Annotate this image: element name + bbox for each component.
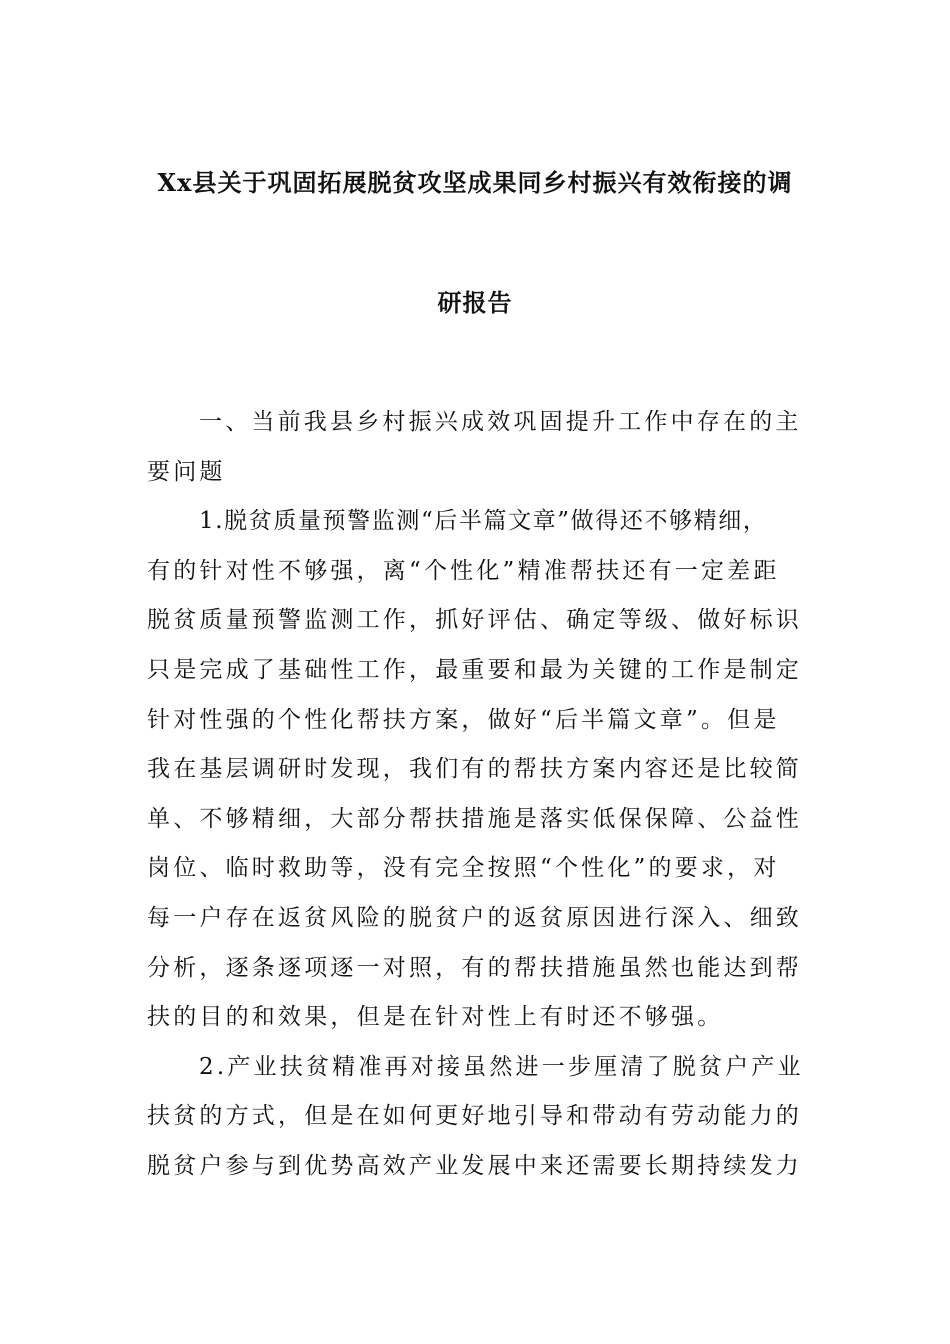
paragraph-line: 2.产业扶贫精准再对接虽然进一步厘清了脱贫户产业	[199, 1053, 804, 1080]
document-title-line-1: Xx县关于巩固拓展脱贫攻坚成果同乡村振兴有效衔接的调	[157, 168, 793, 197]
paragraph-line: 分析，逐条逐项逐一对照，有的帮扶措施虽然也能达到帮	[147, 954, 802, 981]
paragraph-line: 只是完成了基础性工作，最重要和最为关键的工作是制定	[147, 656, 802, 683]
section-heading-line: 一、当前我县乡村振兴成效巩固提升工作中存在的主	[199, 409, 802, 435]
paragraph-line: 岗位、临时救助等，没有完全按照“个性化”的要求，对	[147, 855, 780, 882]
paragraph-line: 有的针对性不够强，离“个性化”精准帮扶还有一定差距	[147, 557, 780, 584]
paragraph-line: 扶的目的和效果，但是在针对性上有时还不够强。	[147, 1004, 724, 1031]
section-heading-line: 要问题	[147, 458, 226, 485]
document-body	[147, 398, 815, 1192]
document-title-line-2: 研报告	[437, 288, 513, 317]
paragraph-line: 每一户存在返贫风险的脱贫户的返贫原因进行深入、细致	[147, 904, 802, 931]
paragraph-line: 扶贫的方式，但是在如何更好地引导和带动有劳动能力的	[147, 1103, 802, 1130]
paragraph-line: 1.脱贫质量预警监测“后半篇文章”做得还不够精细，	[199, 508, 768, 535]
paragraph-line: 我在基层调研时发现，我们有的帮扶方案内容还是比较简	[147, 756, 802, 783]
paragraph-line: 脱贫户参与到优势高效产业发展中来还需要长期持续发力	[147, 1152, 802, 1179]
paragraph-line: 单、不够精细，大部分帮扶措施是落实低保保障、公益性	[147, 805, 802, 832]
paragraph-line: 脱贫质量预警监测工作，抓好评估、确定等级、做好标识	[147, 607, 802, 634]
paragraph-line: 针对性强的个性化帮扶方案，做好“后半篇文章”。但是	[147, 706, 780, 733]
